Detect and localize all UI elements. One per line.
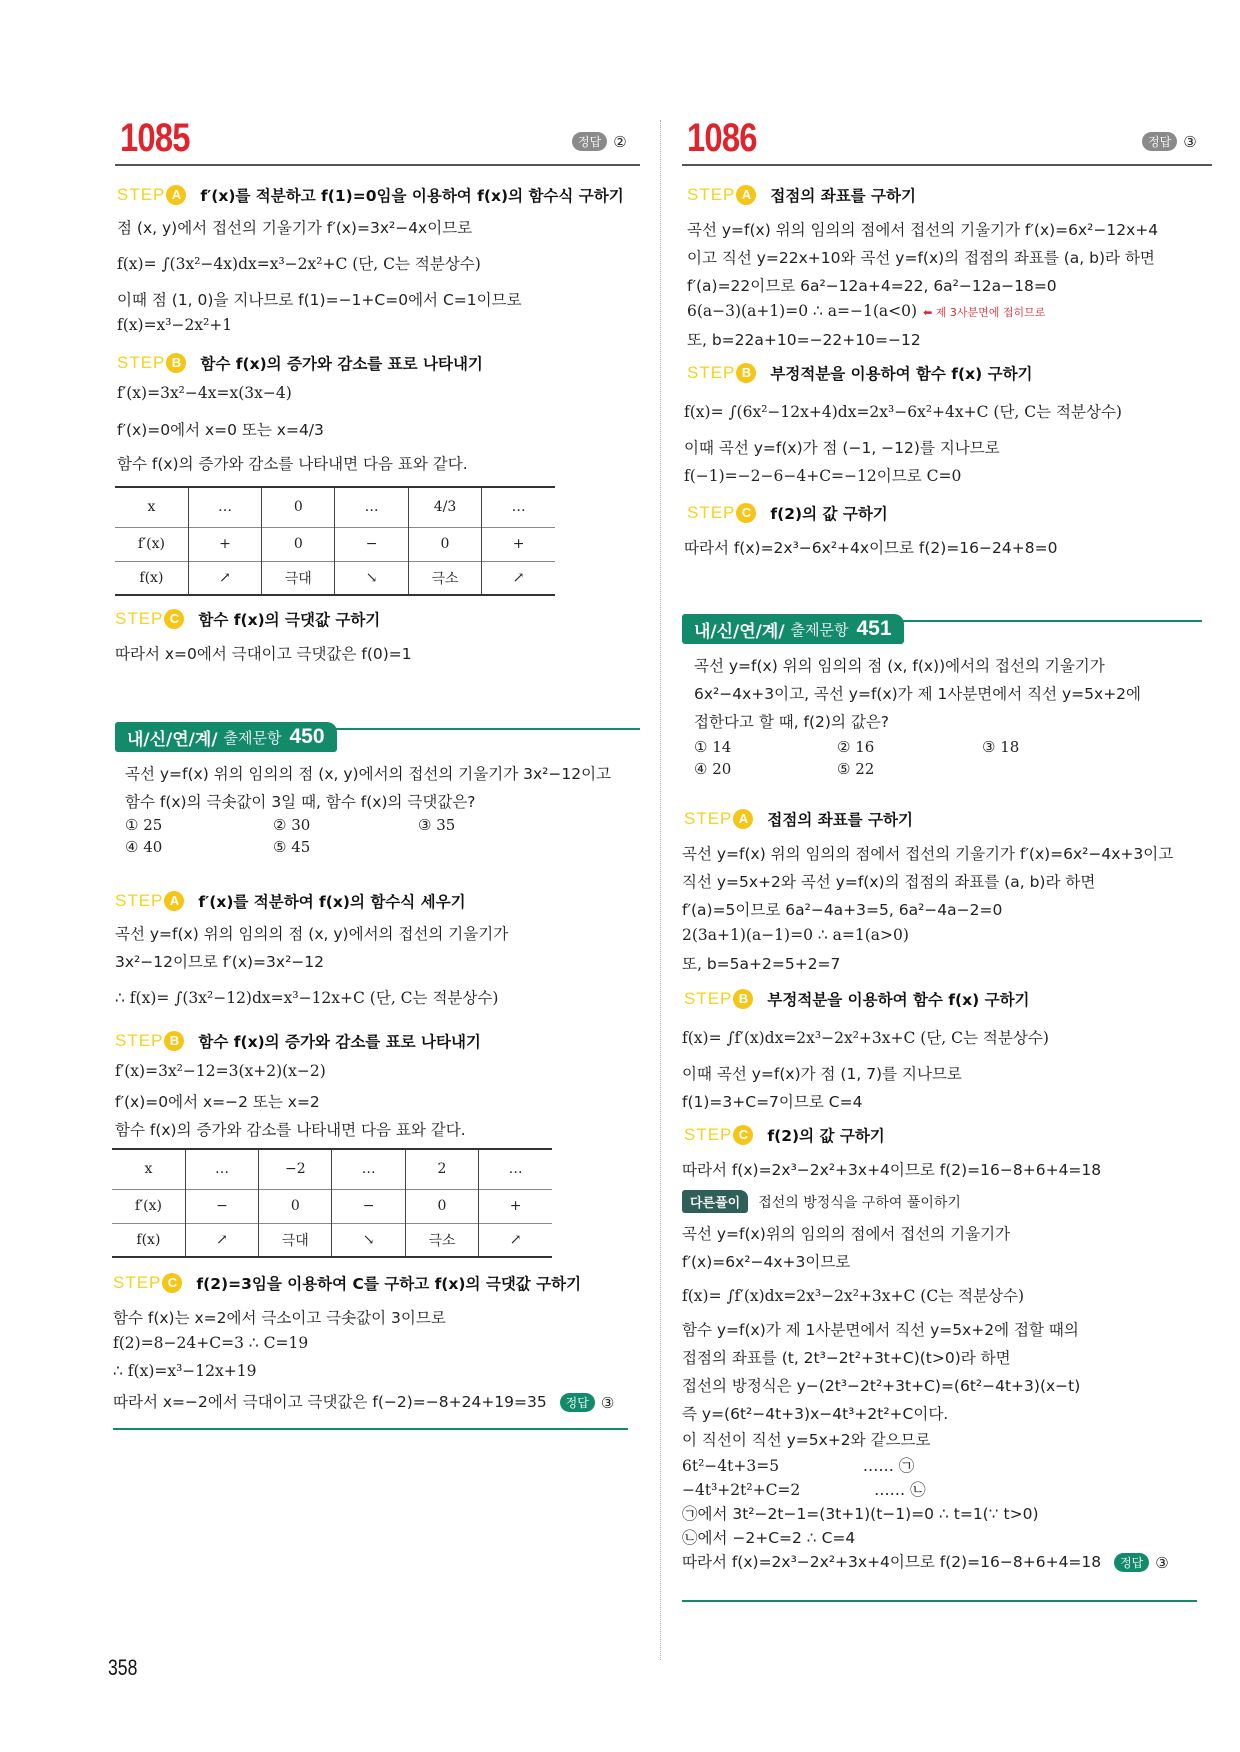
final-line: 따라서 x=−2에서 극대이고 극댓값은 f(−2)=−8+24+19=35 정답 ③ [113, 1393, 615, 1412]
step-title: f′(x)를 적분하고 f(1)=0임을 이용하여 f(x)의 함수식 구하기 [200, 187, 624, 205]
table-row: x … −2 … 2 … [112, 1149, 552, 1189]
annotation-note: ⬅ 제 3사분면에 접히므로 [923, 306, 1046, 319]
choice-3: ③ 35 [418, 816, 456, 834]
answer-label: 정답 [1142, 132, 1177, 151]
table-row: f(x) ↗ 극대 ↘ 극소 ↗ [112, 1223, 552, 1257]
step-letter-icon: C [162, 1273, 182, 1293]
question-line: 곡선 y=f(x) 위의 임의의 점 (x, f(x))에서의 접선의 기울기가 [694, 657, 1105, 675]
text-line: 6(a−3)(a+1)=0 ∴ a=−1(a<0) ⬅ 제 3사분면에 접히므로 [687, 302, 1046, 320]
question-line: 접한다고 할 때, f(2)의 값은? [694, 713, 890, 731]
step-a-heading: STEP A 접점의 좌표를 구하기 [687, 185, 916, 205]
text-line: 접점의 좌표를 (t, 2t³−2t²+3t+C)(t>0)라 하면 [682, 1349, 1011, 1367]
related-problem-banner: 내/신/연/계/ 출제문항 451 [682, 614, 904, 644]
step-letter-icon: B [166, 353, 186, 373]
text-line: 이고 직선 y=22x+10와 곡선 y=f(x)의 접점의 좌표를 (a, b)라 하면 [687, 249, 1155, 267]
table-row: f(x) ↗ 극대 ↘ 극소 ↗ [115, 561, 555, 595]
problem-number: 1085 [120, 116, 190, 160]
step-tag: STEP [115, 609, 164, 628]
math-line: ∴ f(x)=x³−12x+19 [113, 1362, 257, 1380]
final-line: 따라서 f(x)=2x³−2x²+3x+4이므로 f(2)=16−8+6+4=18 정답 ③ [682, 1553, 1169, 1572]
step-letter-icon: A [164, 891, 184, 911]
text-line: 함수 f(x)는 x=2에서 극소이고 극솟값이 3이므로 [113, 1309, 446, 1327]
step-letter-icon: A [736, 185, 756, 205]
text-line: 또, b=22a+10=−22+10=−12 [687, 331, 921, 349]
text-line: 3x²−12이므로 f′(x)=3x²−12 [115, 953, 324, 971]
text-line: ㉠에서 3t²−2t−1=(3t+1)(t−1)=0 ∴ t=1(∵ t>0) [682, 1505, 1039, 1523]
answer-value: ③ [1183, 132, 1197, 151]
text-line: f′(a)=5이므로 6a²−4a+3=5, 6a²−4a−2=0 [682, 901, 1003, 919]
math-line: f′(x)=3x²−12=3(x+2)(x−2) [115, 1062, 326, 1080]
header-rule [682, 164, 1212, 166]
math-line: f(−1)=−2−6−4+C=−12이므로 C=0 [684, 467, 962, 485]
step-letter-icon: C [164, 609, 184, 629]
variation-table [112, 1148, 552, 1258]
math-line: f(x)= ∫(3x²−4x)dx=x³−2x²+C (단, C는 적분상수) [117, 255, 481, 273]
page-number: 358 [108, 1655, 138, 1680]
text-line: 점 (x, y)에서 접선의 기울기가 f′(x)=3x²−4x이므로 [117, 219, 473, 237]
alt-solution-title: 접선의 방정식을 구하여 풀이하기 [758, 1195, 961, 1211]
question-line: 함수 f(x)의 극솟값이 3일 때, 함수 f(x)의 극댓값은? [125, 793, 476, 811]
text-line: f′(a)=22이므로 6a²−12a+4=22, 6a²−12a−18=0 [687, 277, 1057, 295]
choice-4: ④ 40 [125, 838, 163, 856]
variation-table [115, 486, 555, 596]
choice-5: ⑤ 22 [837, 760, 875, 778]
math-line: 2(3a+1)(a−1)=0 ∴ a=1(a>0) [682, 926, 909, 944]
math-line: f′(x)=3x²−4x=x(3x−4) [117, 384, 292, 402]
choice-2: ② 16 [837, 738, 875, 756]
header-rule [115, 164, 640, 166]
step-c-heading: STEP C f(2)=3임을 이용하여 C를 구하고 f(x)의 극댓값 구하기 [113, 1273, 582, 1293]
text-line: 함수 f(x)의 증가와 감소를 나타내면 다음 표와 같다. [117, 455, 468, 473]
math-line: f(2)=8−24+C=3 ∴ C=19 [113, 1334, 309, 1352]
step-b-heading: STEP B 함수 f(x)의 증가와 감소를 표로 나타내기 [115, 1031, 481, 1051]
step-b-heading: STEP B 부정적분을 이용하여 함수 f(x) 구하기 [684, 989, 1030, 1009]
table-row: f′(x) + 0 − 0 + [115, 527, 555, 561]
choice-2: ② 30 [273, 816, 311, 834]
text-line: 따라서 f(x)=2x³−2x²+3x+4이므로 f(2)=16−8+6+4=18 [682, 1161, 1102, 1179]
alt-solution-tag: 다른풀이 [682, 1190, 748, 1213]
text-line: 함수 f(x)의 증가와 감소를 나타내면 다음 표와 같다. [115, 1121, 466, 1139]
answer-label: 정답 [572, 132, 607, 151]
step-c-heading [115, 608, 380, 630]
answer-value: ③ [600, 1393, 615, 1412]
text-line: 곡선 y=f(x) 위의 임의의 점에서 접선의 기울기가 f′(x)=6x²−12x+4 [687, 221, 1159, 239]
text-line: 이때 곡선 y=f(x)가 점 (−1, −12)를 지나므로 [684, 439, 1000, 457]
answer-badge [1142, 132, 1197, 151]
step-letter-icon: B [736, 363, 756, 383]
answer-value: ② [613, 132, 627, 151]
text-line: f′(x)=0에서 x=0 또는 x=4/3 [117, 421, 324, 439]
choice-5: ⑤ 45 [273, 838, 311, 856]
related-problem-banner: 내/신/연/계/ 출제문항 450 [115, 722, 337, 752]
choice-3: ③ 18 [982, 738, 1020, 756]
step-c-heading: STEP C f(2)의 값 구하기 [684, 1125, 885, 1145]
question-line: 6x²−4x+3이고, 곡선 y=f(x)가 제 1사분면에서 직선 y=5x+2에 [694, 685, 1142, 703]
text-line: 곡선 y=f(x) 위의 임의의 점 (x, y)에서의 접선의 기울기가 [115, 925, 509, 943]
answer-label: 정답 [560, 1393, 595, 1412]
table-row: x … 0 … 4/3 … [115, 487, 555, 527]
step-title: 함수 f(x)의 극댓값 구하기 [198, 611, 381, 629]
text-line: f(1)=3+C=7이므로 C=4 [682, 1093, 863, 1111]
column-divider [660, 120, 661, 1660]
step-letter-icon: B [733, 989, 753, 1009]
step-c-heading: STEP C f(2)의 값 구하기 [687, 503, 888, 523]
math-line: f(x)= ∫f′(x)dx=2x³−2x²+3x+C (C는 적분상수) [682, 1287, 1025, 1305]
answer-badge [572, 132, 627, 151]
alternate-solution-heading [682, 1190, 961, 1213]
question-line: 곡선 y=f(x) 위의 임의의 점 (x, y)에서의 접선의 기울기가 3x²−12이고 [125, 765, 612, 783]
math-line: f(x)=x³−2x²+1 [117, 316, 233, 334]
answer-label: 정답 [1114, 1553, 1149, 1572]
text-line: 곡선 y=f(x) 위의 임의의 점에서 접선의 기울기가 f′(x)=6x²−4x+3이고 [682, 845, 1174, 863]
step-letter-icon: C [736, 503, 756, 523]
answer-value: ③ [1155, 1553, 1169, 1572]
text-line: 따라서 x=0에서 극대이고 극댓값은 f(0)=1 [115, 645, 412, 663]
step-a-heading [117, 184, 624, 206]
step-tag: STEP [117, 185, 166, 204]
text-line: 이 직선이 직선 y=5x+2와 같으므로 [682, 1431, 931, 1449]
math-line: f(x)= ∫(6x²−12x+4)dx=2x³−6x²+4x+C (단, C는 적분상수) [684, 403, 1122, 421]
math-line: −4t³+2t²+C=2 …… ㉡ [682, 1481, 926, 1499]
step-a-heading: STEP A 접점의 좌표를 구하기 [684, 809, 913, 829]
math-line: f(x)= ∫f′(x)dx=2x³−2x²+3x+C (단, C는 적분상수) [682, 1029, 1049, 1047]
text-line: 또, b=5a+2=5+2=7 [682, 955, 841, 973]
choice-1: ① 14 [694, 738, 732, 756]
section-end-rule [682, 1600, 1197, 1602]
text-line: f′(x)=6x²−4x+3이므로 [682, 1253, 851, 1271]
text-line: 함수 y=f(x)가 제 1사분면에서 직선 y=5x+2에 접할 때의 [682, 1321, 1079, 1339]
section-end-rule [113, 1428, 628, 1430]
step-b-heading: STEP B 부정적분을 이용하여 함수 f(x) 구하기 [687, 363, 1033, 383]
step-letter-icon: B [164, 1031, 184, 1051]
step-letter-icon: A [166, 185, 186, 205]
problem-number: 1086 [687, 116, 757, 160]
text-line: 이때 곡선 y=f(x)가 점 (1, 7)를 지나므로 [682, 1065, 962, 1083]
table-row: f′(x) − 0 − 0 + [112, 1189, 552, 1223]
step-a-heading: STEP A f′(x)를 적분하여 f(x)의 함수식 세우기 [115, 891, 466, 911]
step-letter-icon: A [733, 809, 753, 829]
text-line: f′(x)=0에서 x=−2 또는 x=2 [115, 1093, 320, 1111]
text-line: 곡선 y=f(x)위의 임의의 점에서 접선의 기울기가 [682, 1225, 1011, 1243]
math-line: 6t²−4t+3=5 …… ㉠ [682, 1457, 915, 1475]
step-title: 함수 f(x)의 증가와 감소를 표로 나타내기 [200, 355, 483, 373]
math-line: ∴ f(x)= ∫(3x²−12)dx=x³−12x+C (단, C는 적분상수) [115, 989, 499, 1007]
text-line: ㉡에서 −2+C=2 ∴ C=4 [682, 1529, 856, 1547]
step-tag: STEP [117, 353, 166, 372]
text-line: 직선 y=5x+2와 곡선 y=f(x)의 접점의 좌표를 (a, b)라 하면 [682, 873, 1096, 891]
text-line: 이때 점 (1, 0)을 지나므로 f(1)=−1+C=0에서 C=1이므로 [117, 291, 522, 309]
text-line: 접선의 방정식은 y−(2t³−2t²+3t+C)=(6t²−4t+3)(x−t) [682, 1377, 1081, 1395]
choice-4: ④ 20 [694, 760, 732, 778]
step-letter-icon: C [733, 1125, 753, 1145]
choice-1: ① 25 [125, 816, 163, 834]
text-line: 즉 y=(6t²−4t+3)x−4t³+2t²+C이다. [682, 1405, 949, 1423]
text-line: 따라서 f(x)=2x³−6x²+4x이므로 f(2)=16−24+8=0 [684, 539, 1058, 557]
step-b-heading [117, 352, 483, 374]
